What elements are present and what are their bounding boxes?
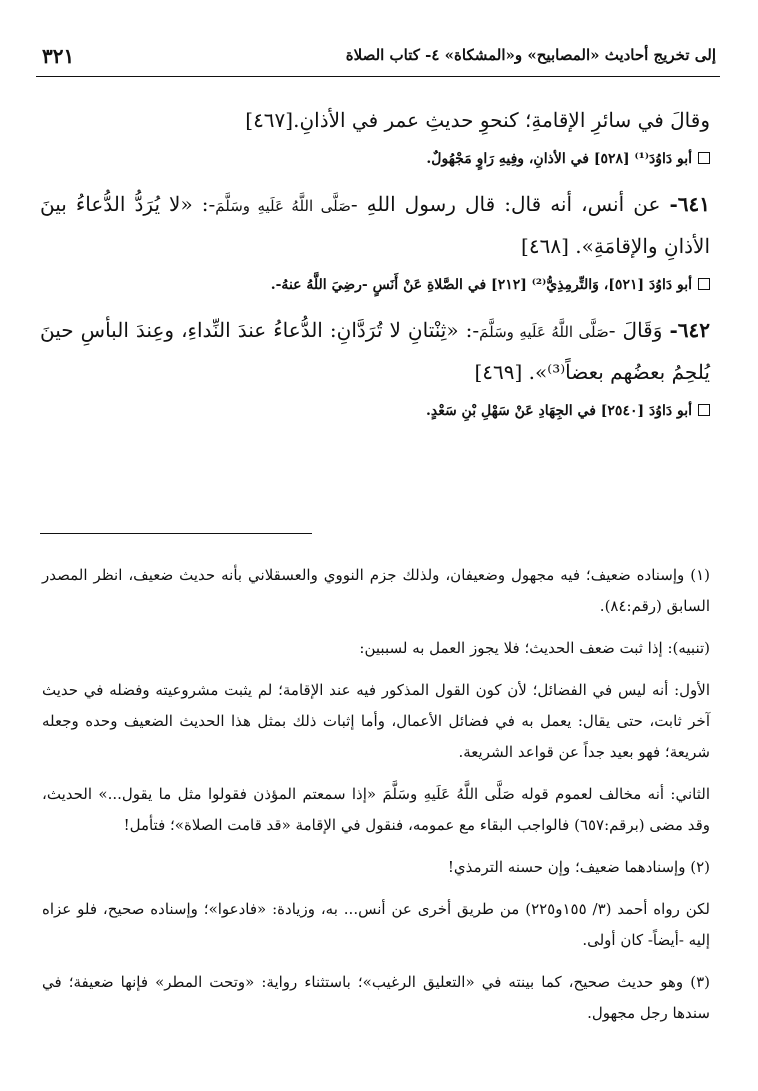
square-marker-icon: [698, 404, 710, 416]
hadith-text: وقالَ في سائرِ الإقامةِ؛ كنحوِ حديثِ عمر في الأذانِ.[٤٦٧]: [245, 108, 710, 132]
takhrij-text: أبو دَاوُدَ [٥٢١]، وَالتِّرمِذِيُّ⁽²⁾ [٢١٢] في الصَّلاةِ عَنْ أَنَسٍ -رضِيَ اللَّهُ عنهُ-.: [270, 277, 692, 293]
footnote-2-continuation: لكن رواه أحمد (٣/ ١٥٥و٢٢٥) من طريق أخرى عن أنس... به، وزيادة: «فادعوا»؛ وإسناده صحيح، فلو عزاه إليه -أيضاً- كان أولى.: [42, 900, 710, 949]
hadith-text-before: وَقَالَ -: [608, 318, 663, 342]
footnotes: [42, 560, 710, 1040]
hadith-text-after: -: «ثِنْتانِ لا تُرَدَّانِ: الدُّعاءُ عندَ النِّداءِ، وعِندَ البأسِ حينَ يُلحِمُ بعضُهم بعضاً⁽³⁾». [٤٦٩]: [40, 318, 710, 384]
footnote-reason-1: الأول: أنه ليس في الفضائل؛ لأن كون القول المذكور فيه عند الإقامة؛ لم يثبت مشروعيته وفضله في حديث آخر ثابت، حتى يقال: يعمل به في فضائل الأعمال، وأما إثبات ذلك بمثل هذا الحديث الضعيف وحده وجعله شريعة؛ فهو بعيد جداً عن قواعد الشريعة.: [42, 681, 710, 761]
footnote-1: (١) وإسناده ضعيف؛ فيه مجهول وضعيفان، ولذلك جزم النووي والعسقلاني بأنه حديث ضعيف، انظر المصدر السابق (رقم:٨٤).: [42, 566, 710, 615]
blessing-formula: صَلَّى اللَّهُ عَلَيهِ وسَلَّمَ: [479, 323, 609, 341]
footnote-divider: [40, 533, 312, 534]
hadith-641: [40, 184, 710, 266]
hadith-continuation: [40, 100, 710, 140]
takhrij-line: [40, 144, 710, 174]
footnote-3: (٣) وهو حديث صحيح، كما بينته في «التعليق الرغيب»؛ باستثناء رواية: «وتحت المطر» فإنها ضعيفة؛ في سندها رجل مجهول.: [42, 973, 710, 1022]
takhrij-line: [40, 270, 710, 300]
running-title: إلى تخريج أحاديث «المصابيح» و«المشكاة» ٤- كتاب الصلاة: [345, 46, 716, 64]
square-marker-icon: [698, 152, 710, 164]
takhrij-line: [40, 396, 710, 426]
square-marker-icon: [698, 278, 710, 290]
hadith-number: ٦٤٢-: [669, 318, 711, 342]
takhrij-text: أبو دَاوُدَ⁽¹⁾ [٥٢٨] في الأذانِ، وفِيهِ رَاوٍ مَجْهُولٌ.: [426, 151, 692, 167]
hadith-text-after: -: «لا يُرَدُّ الدُّعاءُ بينَ الأذانِ والإقامَةِ». [٤٦٨]: [40, 192, 710, 258]
takhrij-text: أبو دَاوُدَ [٢٥٤٠] في الجِهَادِ عَنْ سَهْلِ بْنِ سَعْدٍ.: [425, 403, 692, 419]
page-header: [36, 40, 720, 77]
footnote-notice: (تنبيه): إذا ثبت ضعف الحديث؛ فلا يجوز العمل به لسببين:: [359, 639, 710, 657]
footnote-reason-2: الثاني: أنه مخالف لعموم قوله صَلَّى اللَّهُ عَلَيهِ وسَلَّمَ «إذا سمعتم المؤذن فقولوا مثل ما يقول...» الحديث، وقد مضى (برقم:٦٥٧) فالواجب البقاء مع عمومه، فنقول في الإقامة «قد قامت الصلاة»؛ فتأمل!: [42, 785, 710, 834]
blessing-formula: صَلَّى اللَّهُ عَلَيهِ وسَلَّمَ: [215, 197, 351, 215]
hadith-642: [40, 310, 710, 392]
page-number: ٣٢١: [42, 44, 75, 68]
main-text: [40, 100, 710, 436]
hadith-number: ٦٤١-: [669, 192, 711, 216]
hadith-text-before: عن أنس، أنه قال: قال رسول اللهِ -: [350, 192, 661, 216]
footnote-2: (٢) وإسنادهما ضعيف؛ وإن حسنه الترمذي!: [447, 858, 710, 876]
